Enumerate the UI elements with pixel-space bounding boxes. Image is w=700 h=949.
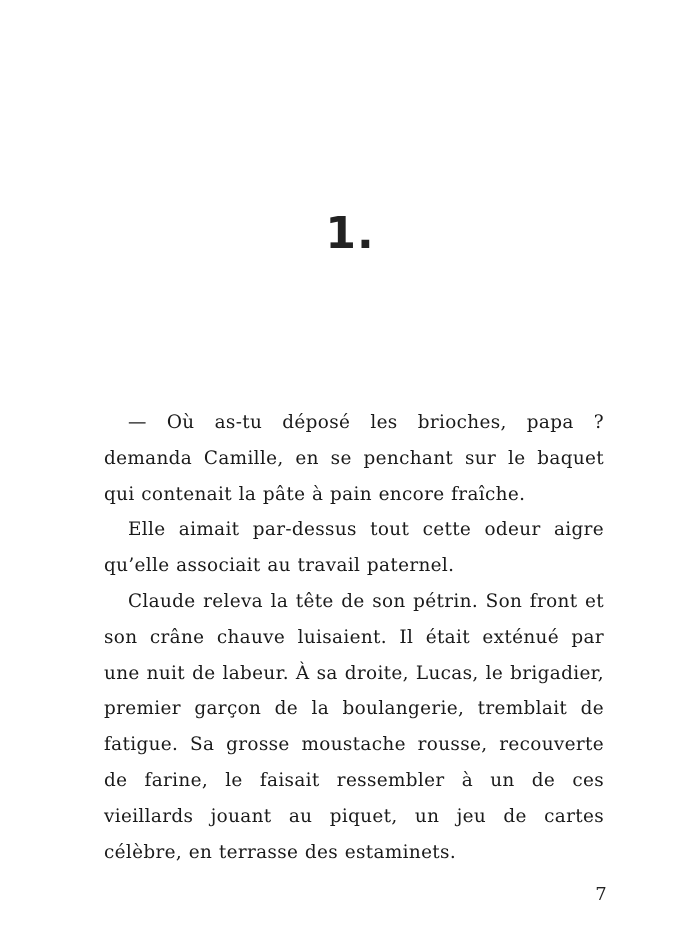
paragraph-3: Claude releva la tête de son pétrin. Son front et son crâne chauve luisaient. Il était exténué par une nuit de labeur. À sa droite, Lucas, le brigadier, premier garçon de la boulangerie, tremblait de fatigue. Sa grosse moustache rousse, recouverte de farine, le faisait ressembler à un de ces vieillards jouant au piquet, un jeu de cartes célèbre, en terrasse des estaminets.: [104, 590, 604, 863]
chapter-text: [104, 405, 604, 870]
page-number: 7: [595, 884, 607, 905]
paragraph-2: Elle aimait par-dessus tout cette odeur aigre qu’elle associait au travail paternel.: [104, 519, 604, 577]
chapter-number: 1.: [325, 208, 375, 259]
paragraph-1: — Où as-tu déposé les brioches, papa ? demanda Camille, en se penchant sur le baquet qui contenait la pâte à pain encore fraîche.: [104, 412, 604, 505]
